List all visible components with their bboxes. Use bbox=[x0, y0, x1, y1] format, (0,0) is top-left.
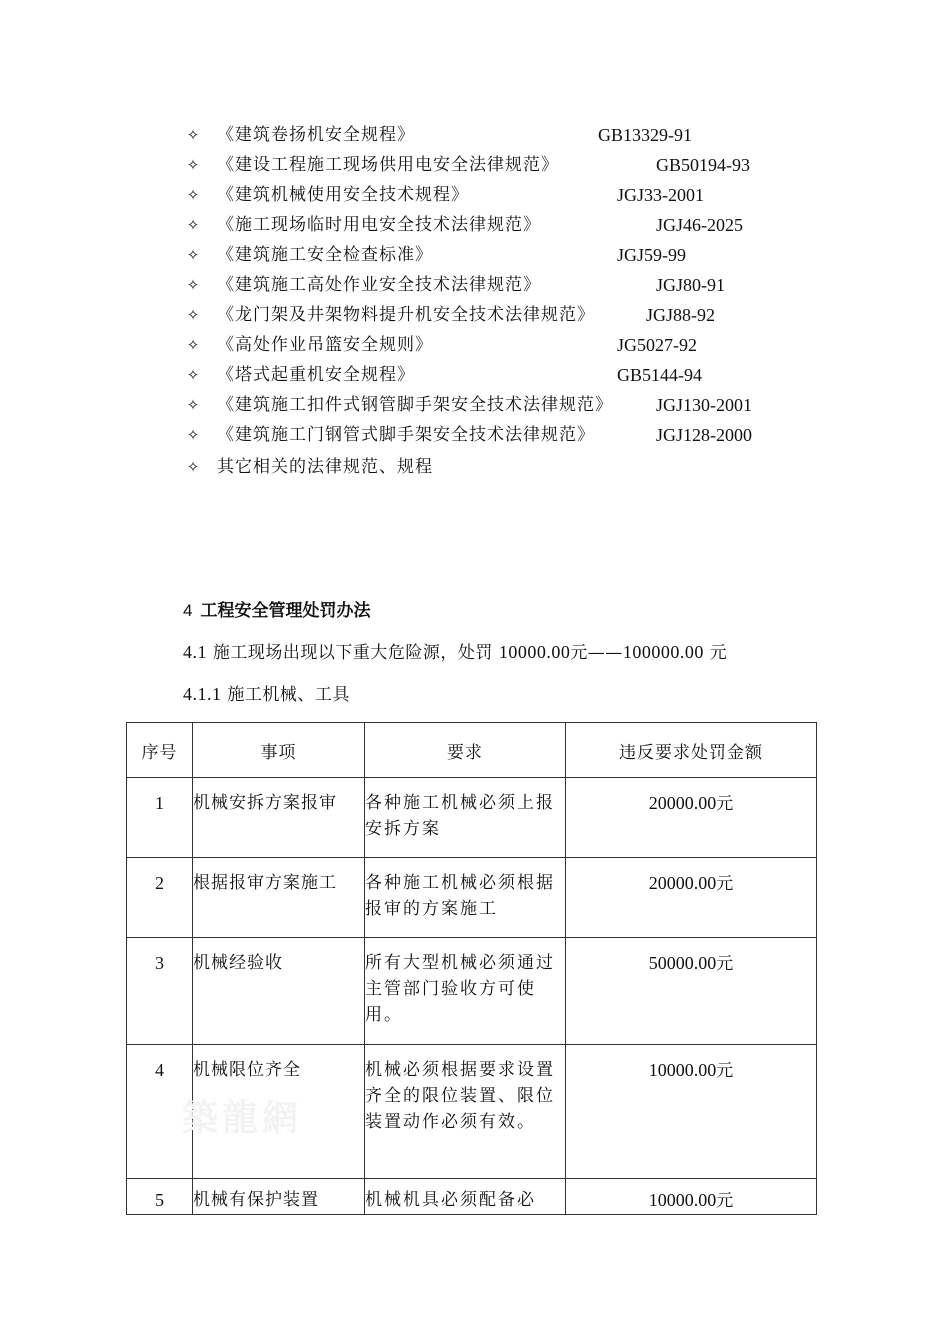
row-item: 机械安拆方案报审 bbox=[193, 778, 365, 858]
standard-code: GB13329-91 bbox=[598, 125, 692, 145]
standard-item bbox=[181, 360, 821, 390]
row-requirement: 机械必须根据要求设置齐全的限位装置、限位装置动作必须有效。 bbox=[365, 1045, 566, 1179]
row-requirement: 所有大型机械必须通过主管部门验收方可使用。 bbox=[365, 938, 566, 1045]
standard-code: JG5027-92 bbox=[617, 335, 697, 355]
standard-item bbox=[181, 270, 821, 300]
diamond-bullet-icon: ✧ bbox=[186, 458, 200, 476]
standard-item bbox=[181, 240, 821, 270]
amount-from: 10000.00 bbox=[498, 642, 571, 662]
row-no: 2 bbox=[127, 858, 193, 938]
section-heading bbox=[183, 596, 370, 621]
standard-name: 《建筑施工高处作业安全技术法律规范》 bbox=[217, 275, 541, 295]
standard-code: JGJ33-2001 bbox=[617, 185, 705, 205]
diamond-bullet-icon: ✧ bbox=[186, 216, 200, 234]
amount-value: 50000.00 bbox=[648, 953, 717, 973]
standard-name: 其它相关的法律规范、规程 bbox=[217, 457, 433, 477]
diamond-bullet-icon: ✧ bbox=[186, 246, 200, 264]
diamond-bullet-icon: ✧ bbox=[186, 306, 200, 324]
diamond-bullet-icon: ✧ bbox=[186, 156, 200, 174]
penalty-table bbox=[126, 722, 817, 1215]
standard-name: 《高处作业吊篮安全规则》 bbox=[217, 335, 433, 355]
row-no: 5 bbox=[127, 1179, 193, 1215]
table-row bbox=[127, 938, 817, 1045]
header-no: 序号 bbox=[127, 723, 193, 778]
standard-code: JGJ80-91 bbox=[656, 275, 726, 295]
amount-value: 20000.00 bbox=[648, 793, 717, 813]
amount-unit: 元 bbox=[716, 1191, 734, 1211]
para-number: 4.1.1 bbox=[183, 684, 222, 704]
table-row bbox=[127, 1179, 817, 1215]
section-number: 4 bbox=[183, 601, 193, 620]
table-row bbox=[127, 1045, 817, 1179]
amount-unit: 元 bbox=[716, 794, 734, 814]
standard-item bbox=[181, 300, 821, 330]
standard-name: 《建筑施工扣件式钢管脚手架安全技术法律规范》 bbox=[217, 395, 613, 415]
standard-item bbox=[181, 180, 821, 210]
section-title: 工程安全管理处罚办法 bbox=[200, 601, 371, 621]
row-no: 3 bbox=[127, 938, 193, 1045]
amount-value: 10000.00 bbox=[648, 1060, 717, 1080]
standard-code: JGJ46-2025 bbox=[656, 215, 744, 235]
diamond-bullet-icon: ✧ bbox=[186, 336, 200, 354]
standard-code: JGJ88-92 bbox=[646, 305, 716, 325]
standard-item bbox=[181, 390, 821, 420]
standard-name: 《建筑机械使用安全技术规程》 bbox=[217, 185, 469, 205]
header-requirement: 要求 bbox=[365, 723, 566, 778]
paragraph-4-1-1 bbox=[183, 680, 350, 705]
diamond-bullet-icon: ✧ bbox=[186, 276, 200, 294]
standard-name: 《塔式起重机安全规程》 bbox=[217, 365, 415, 385]
standards-list bbox=[181, 120, 821, 482]
row-item: 机械有保护装置 bbox=[193, 1179, 365, 1215]
para-text: 施工机械、工具 bbox=[227, 685, 350, 705]
row-item: 机械经验收 bbox=[193, 938, 365, 1045]
amount-unit: 元 bbox=[716, 874, 734, 894]
standard-code: JGJ128-2000 bbox=[656, 425, 753, 445]
standard-name: 《施工现场临时用电安全技术法律规范》 bbox=[217, 215, 541, 235]
header-item: 事项 bbox=[193, 723, 365, 778]
row-item: 根据报审方案施工 bbox=[193, 858, 365, 938]
amount-unit: 元 bbox=[716, 954, 734, 974]
table-row bbox=[127, 858, 817, 938]
diamond-bullet-icon: ✧ bbox=[186, 396, 200, 414]
standard-item bbox=[181, 150, 821, 180]
watermark: 築龍網 bbox=[182, 1097, 303, 1139]
row-amount bbox=[566, 1045, 817, 1179]
standard-code: JGJ59-99 bbox=[617, 245, 687, 265]
standard-code: GB50194-93 bbox=[656, 155, 750, 175]
standard-code: JGJ130-2001 bbox=[656, 395, 753, 415]
row-no: 4 bbox=[127, 1045, 193, 1179]
amount-value: 10000.00 bbox=[648, 1190, 717, 1210]
amount-unit: 元 bbox=[716, 1061, 734, 1081]
para-text: 元 bbox=[709, 643, 728, 663]
standard-item bbox=[181, 420, 821, 450]
table-header-row bbox=[127, 723, 817, 778]
row-amount bbox=[566, 778, 817, 858]
row-amount bbox=[566, 1179, 817, 1215]
row-requirement: 机械机具必须配备必 bbox=[365, 1179, 566, 1215]
row-amount bbox=[566, 858, 817, 938]
standard-item bbox=[181, 210, 821, 240]
row-no: 1 bbox=[127, 778, 193, 858]
standard-item bbox=[181, 452, 821, 482]
paragraph-4-1 bbox=[183, 638, 727, 663]
standard-item bbox=[181, 120, 821, 150]
row-item: 机械限位齐全 bbox=[193, 1045, 365, 1179]
amount-to: 100000.00 bbox=[622, 642, 704, 662]
row-amount bbox=[566, 938, 817, 1045]
diamond-bullet-icon: ✧ bbox=[186, 126, 200, 144]
standard-name: 《建筑施工门钢管式脚手架安全技术法律规范》 bbox=[217, 425, 595, 445]
diamond-bullet-icon: ✧ bbox=[186, 186, 200, 204]
standard-code: GB5144-94 bbox=[617, 365, 702, 385]
row-requirement: 各种施工机械必须上报安拆方案 bbox=[365, 778, 566, 858]
table-row bbox=[127, 778, 817, 858]
row-requirement: 各种施工机械必须根据报审的方案施工 bbox=[365, 858, 566, 938]
standard-item bbox=[181, 330, 821, 360]
standard-name: 《建筑施工安全检查标准》 bbox=[217, 245, 433, 265]
header-penalty-amount: 违反要求处罚金额 bbox=[566, 723, 817, 778]
para-text: 元—— bbox=[570, 643, 623, 663]
diamond-bullet-icon: ✧ bbox=[186, 426, 200, 444]
standard-name: 《建设工程施工现场供用电安全法律规范》 bbox=[217, 155, 559, 175]
para-text: 施工现场出现以下重大危险源，处罚 bbox=[212, 643, 493, 663]
standard-name: 《建筑卷扬机安全规程》 bbox=[217, 125, 415, 145]
diamond-bullet-icon: ✧ bbox=[186, 366, 200, 384]
para-number: 4.1 bbox=[183, 642, 207, 662]
amount-value: 20000.00 bbox=[648, 873, 717, 893]
standard-name: 《龙门架及井架物料提升机安全技术法律规范》 bbox=[217, 305, 595, 325]
